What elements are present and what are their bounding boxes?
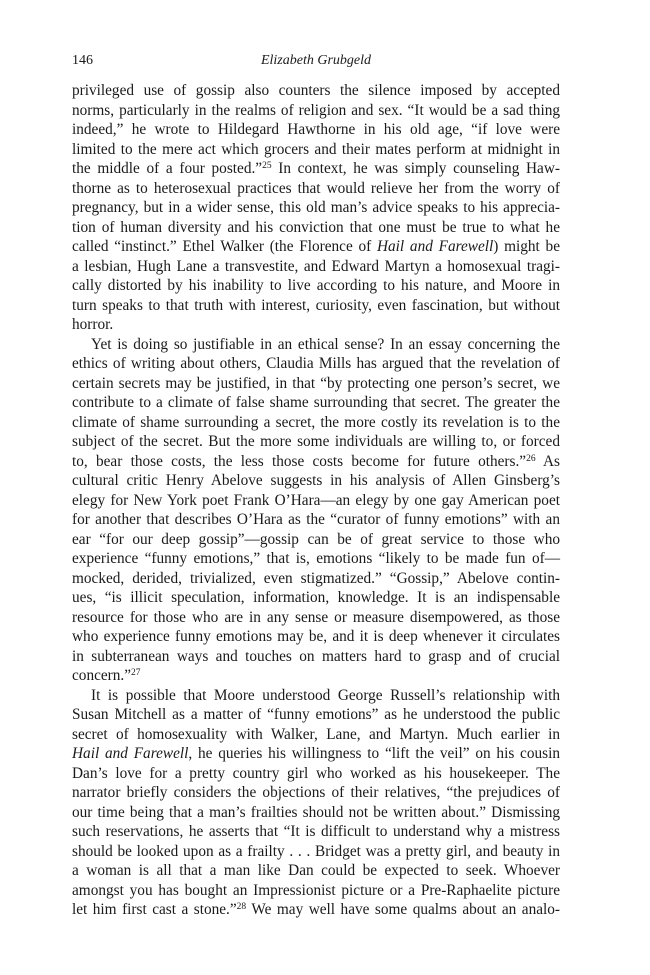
page-number: 146: [72, 53, 93, 68]
text-line: ues, “is illicit speculation, information, knowledge. It is an indispensable: [72, 589, 560, 606]
text-line: climate of shame surrounding a secret, the more costly its revelation is to the: [72, 413, 560, 431]
footnote-marker: 26: [526, 453, 536, 464]
text-line: Dan’s love for a pretty country girl who worked as his housekeeper. The: [72, 764, 560, 782]
text-line: subject of the secret. But the more some individuals are willing to, or forced: [72, 433, 560, 450]
text-line: contribute to a climate of false shame surrounding that secret. The greater the: [72, 394, 560, 411]
book-title: Hail and Farewell: [72, 745, 189, 762]
text-line: for another that describes O’Hara as the “curator of funny emotions” with an: [72, 511, 560, 528]
text-line: mocked, derided, trivialized, even stigmatized.” “Gossip,” Abelove contin-: [72, 569, 560, 587]
text-line: certain secrets may be justified, in that “by protecting one person’s secret, we: [72, 374, 560, 392]
text-line: thorne as to heterosexual practices that would relieve her from the worry of: [72, 179, 560, 197]
book-title: Hail and Farewell: [376, 238, 494, 255]
text-line: to, bear those costs, the less those costs become for future others.”$^{26}$ As: [72, 452, 560, 470]
text-line: elegy for New York poet Frank O’Hara—an elegy by one gay American poet: [72, 491, 560, 509]
text-line: horror.: [72, 316, 114, 333]
text-line: norms, particularly in the realms of religion and sex. “It would be a sad thing: [72, 101, 560, 119]
running-head: Elizabeth Grubgeld: [260, 53, 372, 68]
text-line: concern.”$^{27}$: [72, 667, 141, 684]
footnote-marker: 27: [131, 668, 141, 678]
text-line: ethics of writing about others, Claudia Mills has argued that the revelation of: [72, 355, 560, 372]
text-line: Susan Mitchell as a matter of “funny emotions” as he understood the public: [72, 706, 560, 723]
text-line: called “instinct.” Ethel Walker (the Florence of Hail and Farewell) might be: [72, 238, 560, 255]
footnote-marker: 25: [262, 161, 272, 171]
page-header: [72, 53, 560, 73]
text-line: indeed,” he wrote to Hildegard Hawthorne in his old age, “if love were: [72, 121, 560, 138]
text-line: It is possible that Moore understood George Russell’s relationship with: [91, 686, 560, 704]
text-line: narrator briefly considers the objections of their relatives, “the prejudices of: [72, 784, 560, 801]
text-line: cultural critic Henry Abelove suggests in his analysis of Allen Ginsberg’s: [72, 472, 560, 489]
text-line: our time being that a man’s frailties should not be written about.” Dismissing: [72, 803, 560, 821]
footnote-marker: 28: [236, 902, 247, 912]
text-line: secret of homosexuality with Walker, Lane, and Martyn. Much earlier in: [72, 725, 560, 743]
text-line: Yet is doing so justifiable in an ethical sense? In an essay concerning the: [91, 335, 560, 353]
text-line: Hail and Farewell, he queries his willingness to “lift the veil” on his cousin: [72, 745, 560, 762]
text-line: who experience funny emotions may be, and it is deep whenever it circulates: [72, 628, 560, 645]
text-line: tion of human diversity and his conviction that one must be true to what he: [72, 218, 560, 236]
text-line: experience “funny emotions,” that is, emotions “likely to be made fun of—: [72, 550, 560, 567]
text-line: let him first cast a stone.”$^{28}$ We may well have some qualms about an analo-: [72, 901, 561, 918]
text-line: pregnancy, but in a wider sense, this old man’s advice speaks to his apprecia-: [72, 199, 560, 216]
text-line: resource for those who are in any sense or measure disempowered, as those: [72, 608, 560, 626]
body-text: [72, 81, 560, 920]
text-line: cally distorted by his inability to live according to his nature, and Moore in: [72, 277, 560, 294]
text-line: privileged use of gossip also counters the silence imposed by accepted: [72, 82, 560, 99]
text-line: amongst you has bought an Impressionist picture or a Pre-Raphaelite picture: [72, 881, 560, 899]
text-line: a woman is all that a man like Dan could be expected to seek. Whoever: [72, 862, 560, 879]
text-line: limited to the mere act which grocers and their mates perform at midnight in: [72, 140, 560, 158]
text-line: should be looked upon as a frailty . . . Bridget was a pretty girl, and beauty in: [72, 842, 560, 860]
text-line: the middle of a four posted.”$^{25}$ In context, he was simply counseling Haw-: [72, 160, 560, 177]
text-line: in subterranean ways and touches on matters hard to grasp and of crucial: [72, 647, 560, 665]
text-line: turn speaks to that truth with interest, curiosity, even fascination, but without: [72, 296, 560, 314]
text-line: ear “for our deep gossip”—gossip can be of great service to those who: [72, 530, 560, 548]
text-line: such reservations, he asserts that “It is difficult to understand why a mistress: [72, 823, 560, 840]
text-line: a lesbian, Hugh Lane a transvestite, and Edward Martyn a homosexual tragi-: [72, 257, 560, 275]
